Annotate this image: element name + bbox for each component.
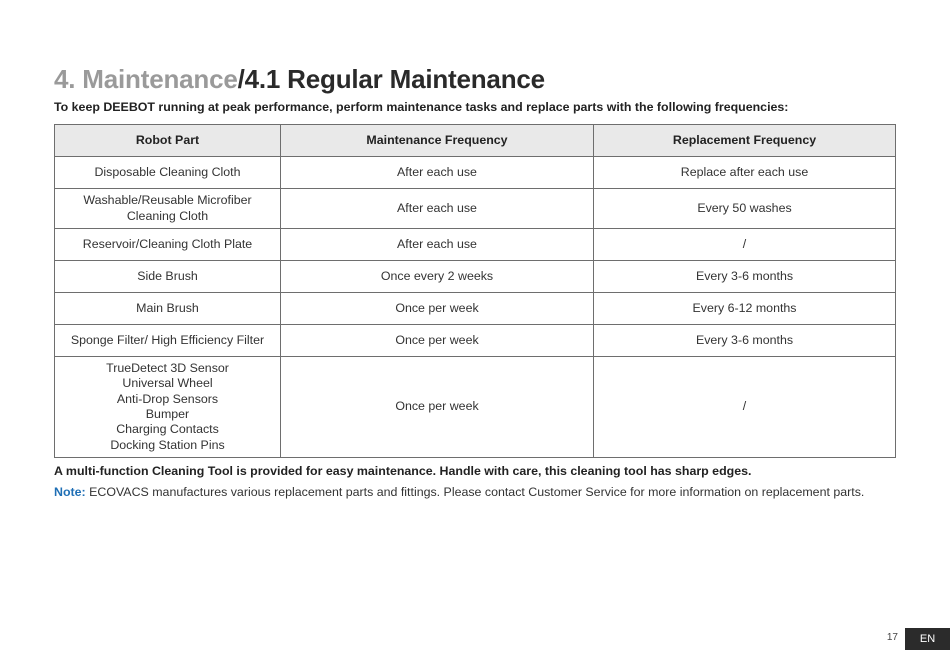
part-cell: [55, 261, 281, 293]
replacement-cell: Every 50 washes: [594, 189, 896, 229]
part-line: Docking Station Pins: [110, 437, 225, 452]
part-line: TrueDetect 3D Sensor: [106, 360, 229, 375]
part-line: Sponge Filter/ High Efficiency Filter: [70, 332, 265, 347]
table-header-row: [55, 125, 896, 157]
header-maintenance-frequency: Maintenance Frequency: [281, 125, 594, 157]
table-row: [55, 261, 896, 293]
chapter-title: 4. Maintenance: [54, 64, 238, 94]
part-cell: [55, 157, 281, 189]
part-line: Disposable Cleaning Cloth: [94, 164, 241, 179]
page-title: [54, 62, 545, 96]
note-label: Note:: [54, 485, 86, 499]
replacement-cell: Replace after each use: [594, 157, 896, 189]
table-row: [55, 357, 896, 458]
page-number: 17: [886, 632, 898, 643]
table-row: [55, 189, 896, 229]
part-cell: [55, 357, 281, 458]
part-line: Reservoir/Cleaning Cloth Plate: [82, 236, 253, 251]
replacement-cell: Every 3-6 months: [594, 261, 896, 293]
maintenance-cell: After each use: [281, 229, 594, 261]
maintenance-cell: Once per week: [281, 325, 594, 357]
maintenance-cell: After each use: [281, 189, 594, 229]
section-title: /4.1 Regular Maintenance: [237, 64, 545, 94]
cleaning-tool-warning: A multi-function Cleaning Tool is provided for easy maintenance. Handle with care, this cleaning tool has sharp edges.: [54, 464, 752, 478]
maintenance-table: [54, 124, 896, 458]
replacement-cell: /: [594, 357, 896, 458]
replacement-cell: Every 3-6 months: [594, 325, 896, 357]
part-cell: [55, 325, 281, 357]
part-cell: [55, 229, 281, 261]
language-badge: EN: [905, 628, 950, 650]
replacement-parts-note: [54, 485, 864, 499]
part-line: Side Brush: [137, 268, 198, 283]
note-text: ECOVACS manufactures various replacement parts and fittings. Please contact Customer Service for more information on replacement parts.: [85, 485, 865, 499]
intro-text: To keep DEEBOT running at peak performance, perform maintenance tasks and replace parts with the following frequencies:: [54, 100, 789, 114]
part-line: Washable/Reusable Microfiber: [83, 193, 252, 208]
header-replacement-frequency: Replacement Frequency: [594, 125, 896, 157]
part-line: Cleaning Cloth: [126, 208, 209, 223]
part-line: Universal Wheel: [122, 376, 213, 391]
maintenance-cell: Once per week: [281, 357, 594, 458]
table-row: [55, 157, 896, 189]
maintenance-cell: Once every 2 weeks: [281, 261, 594, 293]
maintenance-cell: Once per week: [281, 293, 594, 325]
part-line: Bumper: [145, 407, 190, 421]
part-line: Main Brush: [136, 300, 199, 315]
maintenance-cell: After each use: [281, 157, 594, 189]
table-row: [55, 293, 896, 325]
table-row: [55, 325, 896, 357]
header-robot-part: Robot Part: [55, 125, 281, 157]
part-cell: [55, 189, 281, 229]
replacement-cell: Every 6-12 months: [594, 293, 896, 325]
table-row: [55, 229, 896, 261]
replacement-cell: /: [594, 229, 896, 261]
part-cell: [55, 293, 281, 325]
part-line: Anti-Drop Sensors: [116, 391, 219, 406]
part-line: Charging Contacts: [116, 422, 219, 437]
